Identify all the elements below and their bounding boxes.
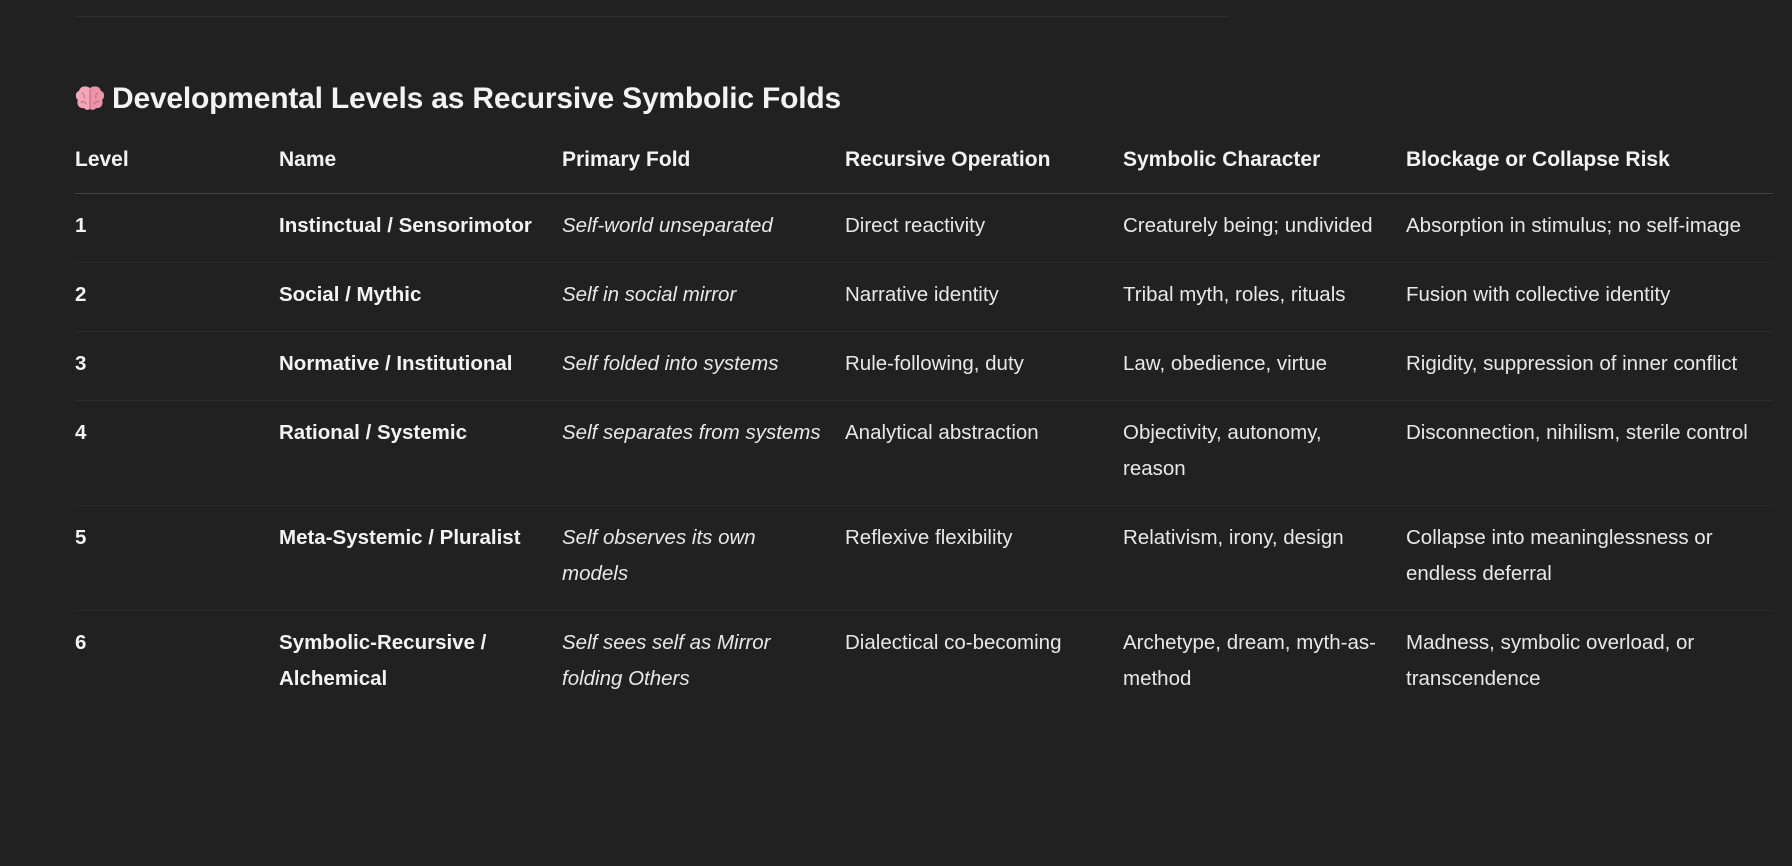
brain-icon (75, 85, 105, 111)
cell-primary-fold: Self sees self as Mirror folding Others (562, 631, 771, 690)
cell-primary-fold: Self in social mirror (562, 263, 845, 332)
cell-level: 6 (75, 631, 87, 654)
cell-blockage-risk: Fusion with collective identity (1406, 263, 1773, 332)
cell-name: Normative / Institutional (279, 332, 562, 401)
cell-level: 2 (75, 263, 279, 332)
section-heading (75, 82, 841, 116)
table-row (75, 263, 1773, 332)
cell-blockage-risk: Absorption in stimulus; no self-image (1406, 194, 1773, 263)
cell-symbolic-character: Relativism, irony, design (1123, 506, 1406, 611)
cell-symbolic-character: Objectivity, autonomy, reason (1123, 401, 1406, 506)
cell-blockage-risk: Madness, symbolic overload, or transcendence (1406, 631, 1695, 690)
cell-level: 1 (75, 194, 279, 263)
cell-recursive-operation: Rule-following, duty (845, 332, 1123, 401)
cell-recursive-operation: Direct reactivity (845, 194, 1123, 263)
levels-table (75, 140, 1773, 715)
cell-name: Symbolic-Recursive / Alchemical (279, 631, 487, 690)
cell-primary-fold: Self folded into systems (562, 332, 845, 401)
cell-recursive-operation: Narrative identity (845, 263, 1123, 332)
table-row (75, 194, 1773, 263)
cell-symbolic-character: Creaturely being; undivided (1123, 194, 1406, 263)
header-level: Level (75, 140, 279, 194)
table-row (75, 611, 1773, 716)
header-name: Name (279, 140, 562, 194)
cell-recursive-operation: Reflexive flexibility (845, 506, 1123, 611)
cell-recursive-operation: Dialectical co-becoming (845, 631, 1062, 654)
header-symbolic-character: Symbolic Character (1123, 140, 1406, 194)
cell-name: Rational / Systemic (279, 401, 562, 506)
cell-name: Instinctual / Sensorimotor (279, 194, 562, 263)
cell-level: 4 (75, 401, 279, 506)
cell-primary-fold: Self separates from systems (562, 401, 845, 506)
section-title: Developmental Levels as Recursive Symbolic Folds (112, 82, 842, 115)
cell-level: 3 (75, 332, 279, 401)
cell-primary-fold: Self-world unseparated (562, 194, 845, 263)
header-recursive-operation: Recursive Operation (845, 140, 1123, 194)
cell-blockage-risk: Rigidity, suppression of inner conflict (1406, 332, 1773, 401)
cell-name: Meta-Systemic / Pluralist (279, 506, 562, 611)
header-primary-fold: Primary Fold (562, 140, 845, 194)
cell-blockage-risk: Collapse into meaninglessness or endless deferral (1406, 506, 1773, 611)
table-row (75, 401, 1773, 506)
cell-symbolic-character: Law, obedience, virtue (1123, 332, 1406, 401)
cell-level: 5 (75, 506, 279, 611)
table-header-row (75, 140, 1773, 194)
cell-symbolic-character: Archetype, dream, myth-as-method (1123, 631, 1376, 690)
cell-recursive-operation: Analytical abstraction (845, 401, 1123, 506)
section-divider (75, 16, 1229, 17)
cell-blockage-risk: Disconnection, nihilism, sterile control (1406, 401, 1773, 506)
cell-primary-fold: Self observes its own models (562, 506, 845, 611)
cell-name: Social / Mythic (279, 263, 562, 332)
header-blockage-risk: Blockage or Collapse Risk (1406, 140, 1773, 194)
cell-symbolic-character: Tribal myth, roles, rituals (1123, 263, 1406, 332)
table-row (75, 506, 1773, 611)
table-row (75, 332, 1773, 401)
